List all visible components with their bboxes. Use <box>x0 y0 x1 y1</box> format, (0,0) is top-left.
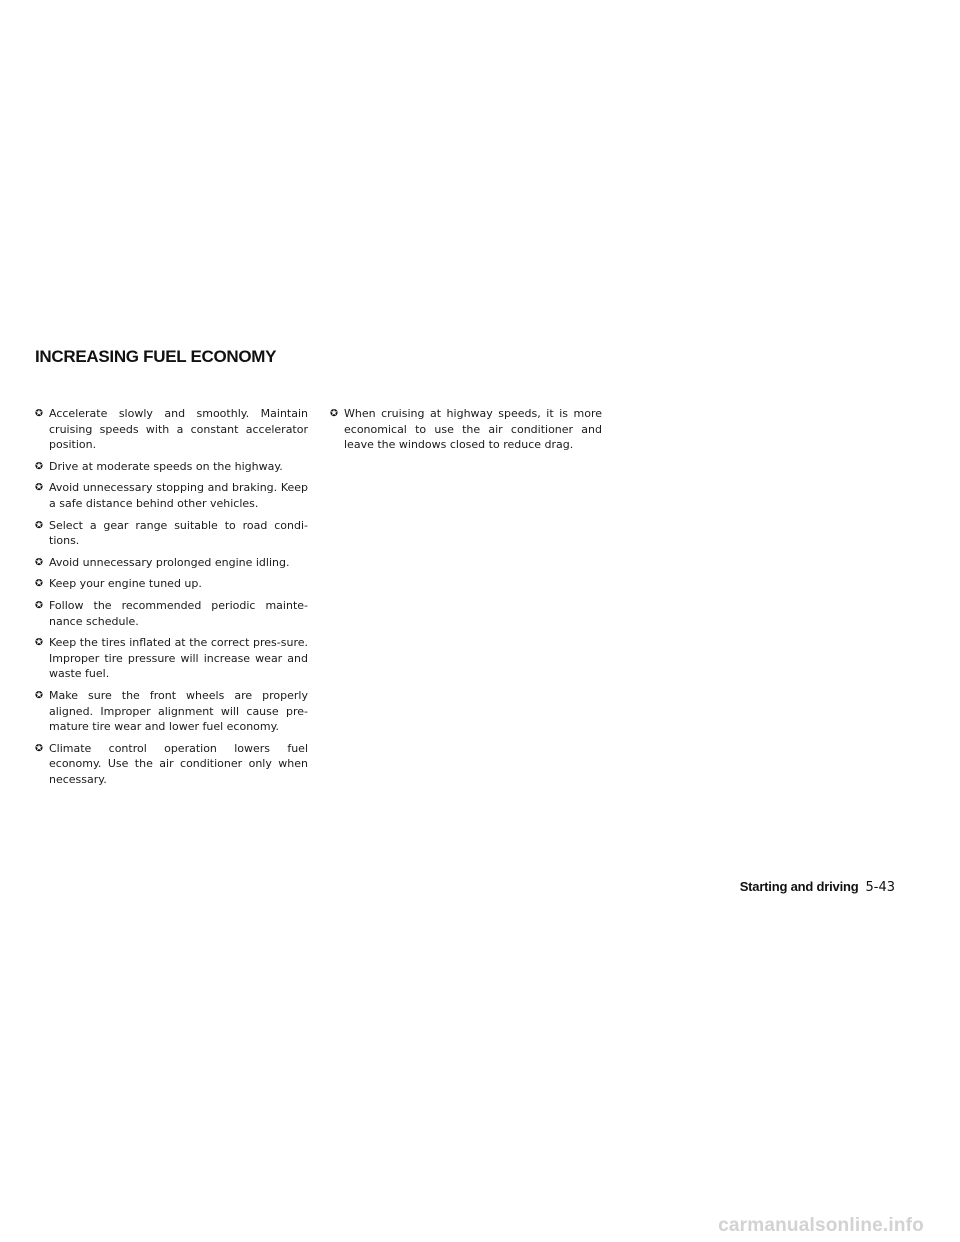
tips-list-left <box>35 406 308 793</box>
list-item-text: Select a gear range suitable to road condi-tions. <box>49 518 308 548</box>
list-item-text: Keep the tires inflated at the correct pres-sure. Improper tire pressure will increase wear and waste fuel. <box>49 636 308 681</box>
section-heading: INCREASING FUEL ECONOMY <box>35 347 277 366</box>
bullet-icon: ✪ <box>35 689 43 701</box>
bullet-icon: ✪ <box>35 408 43 419</box>
list-item <box>35 576 308 592</box>
bullet-icon: ✪ <box>35 482 43 494</box>
list-item <box>35 480 308 511</box>
watermark-text: carmanualsonline.info <box>718 1215 924 1236</box>
list-item-text: Keep your engine tuned up. <box>49 577 202 591</box>
list-item <box>35 598 308 629</box>
list-item-text: Drive at moderate speeds on the highway. <box>49 459 283 473</box>
bullet-icon: ✪ <box>35 460 43 472</box>
page-footer <box>740 879 895 895</box>
bullet-icon: ✪ <box>35 599 43 611</box>
bullet-icon: ✪ <box>35 637 43 649</box>
list-item-text: Climate control operation lowers fuel economy. Use the air conditioner only when necessary. <box>49 741 308 786</box>
footer-page-number: 5-43 <box>865 880 895 895</box>
list-item <box>35 459 308 475</box>
list-item-text: Accelerate slowly and smoothly. Maintain cruising speeds with a constant accelerator position. <box>49 407 308 452</box>
list-item-text: Avoid unnecessary stopping and braking. Keep a safe distance behind other vehicles. <box>49 481 308 510</box>
list-item <box>330 406 602 453</box>
list-item <box>35 635 308 682</box>
list-item <box>35 741 308 788</box>
bullet-icon: ✪ <box>330 408 338 419</box>
list-item <box>35 518 308 549</box>
list-item <box>35 555 308 571</box>
list-item <box>35 688 308 735</box>
list-item-text: When cruising at highway speeds, it is more economical to use the air conditioner and leave the windows closed to reduce drag. <box>344 407 602 452</box>
bullet-icon: ✪ <box>35 742 43 754</box>
list-item <box>35 406 308 453</box>
bullet-icon: ✪ <box>35 519 43 531</box>
bullet-icon: ✪ <box>35 578 43 590</box>
footer-section-title: Starting and driving <box>739 879 859 894</box>
list-item-text: Make sure the front wheels are properly aligned. Improper alignment will cause pre-mature tire wear and lower fuel economy. <box>49 688 308 734</box>
tips-list-right <box>330 406 602 459</box>
list-item-text: Avoid unnecessary prolonged engine idling. <box>49 555 290 569</box>
bullet-icon: ✪ <box>35 556 43 568</box>
list-item-text: Follow the recommended periodic mainte-nance schedule. <box>49 598 308 628</box>
